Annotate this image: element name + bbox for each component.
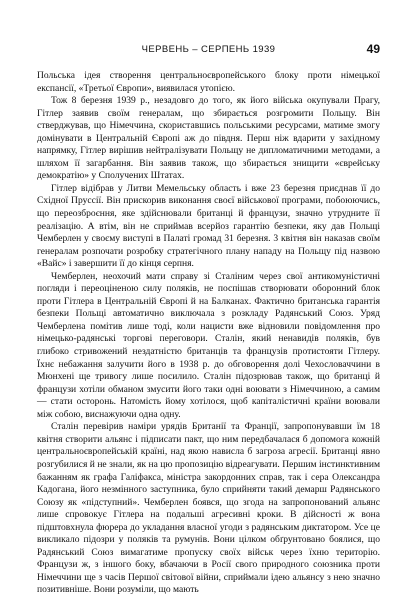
paragraph: Чемберлен, неохочий мати справу зі Сталіним через свої антикомуністичні погляди і переоціненою силу поляків, не поспішав створювати оборонний блок проти Гітлера в Центральній Європі й на Балканах. Фактично британська гарантія безпеки Польщі автоматично виключала з розкладу Радянський Союз. Уряд Чемберлена помітив лише тоді, коли нацисти вже відновили повідомлення про німецько-радянські торгові переговори. Сталін, який ненавидів поляків, був глибоко стривожений нездатністю британців та французів протистояти Гітлеру. Їхнє небажання залучити його в 1938 р. до обговорення долі Чехословаччини в Мюнхені ще тривогу лише посилило. Сталін підозрював також, що британці й французи хотіли обманом змусити його таки одні воювати з Німеччиною, а самим — стати осторонь. Натомість йому хотілося, щоб капіталістичні країни воювали між собою, виснажуючи одна одну. xyxy=(37,270,380,420)
paragraph: Гітлер відібрав у Литви Мемельську область і вже 23 березня приєднав її до Східної Пруссії. Він прискорив виконання своєї військової програми, побоюючись, що переозброєння, яке здійснювали британці й французи, значно утрудните її реалізацію. А втім, він не сприймав всерйоз гарантію безпеки, яку дав Польщі Чемберлен у своєму виступі в Палаті громад 31 березня. 3 квітня він наказав своїм генералам розпочати розробку стратегічного плану нападу на Польщу під назвою «Вайс» і завершити її до кінця серпня. xyxy=(37,182,380,270)
page-number: 49 xyxy=(366,42,380,56)
running-head-title: ЧЕРВЕНЬ – СЕРПЕНЬ 1939 xyxy=(141,44,276,55)
paragraph: Тож 8 березня 1939 р., незадовго до того, як його війська окупували Прагу, Гітлер заявив своїм генералам, що збирається розгромити Польщу. Він стверджував, що Німеччина, скориставшись польськими ресурсами, матиме змогу домінувати в Центральній Європі аж до півдня. Перш ніж вдарити у західному напрямку, Гітлер вирішив нейтралізувати Польщу не дипломатичними методами, а шляхом її загарбання. Він заявив також, що збирається знищити «єврейську демократію» у Сполучених Штатах. xyxy=(37,95,380,182)
paragraph: Сталін перевірив наміри урядів Британії та Франції, запропонувавши їм 18 квітня створити альянс і підписати пакт, що ним передбачалася б допомога кожній центральноєвропейській країні, над якою нависла б загроза агресії. Британці явно розгубилися й не знали, як на цю пропозицію відреагувати. Першим інстинктивним бажанням як графа Галіфакса, міністра закордонних справ, так і сера Олександра Кадогана, його незмінного заступника, було сприйняти такий демарш Радянського Союзу як «підступний». Чемберлен боявся, що згода на запропонований альянс лише спровокує Гітлера на подальші агресивні кроки. В дійсності ж вона підштовхнула фюрера до укладання власної угоди з радянським диктатором. Усе це викликало підозри у поляків та румунів. Вони цілком обґрунтовано боялися, що Радянський Союз вимагатиме пропуску своїх військ через їхню територію. Французи ж, з іншого боку, вбачаючи в Росії свого природного союзника проти Німеччини ще з часів Першої світової війни, сприймали ідею альянсу з нею значно позитивніше. Вони розуміли, що мають xyxy=(37,421,380,596)
body-text xyxy=(37,70,380,597)
paragraph: Польська ідея створення центральноєвропейського блоку проти німецької експансії, «Третьої Європи», виявилася утопією. xyxy=(37,70,380,94)
running-head xyxy=(37,42,380,58)
